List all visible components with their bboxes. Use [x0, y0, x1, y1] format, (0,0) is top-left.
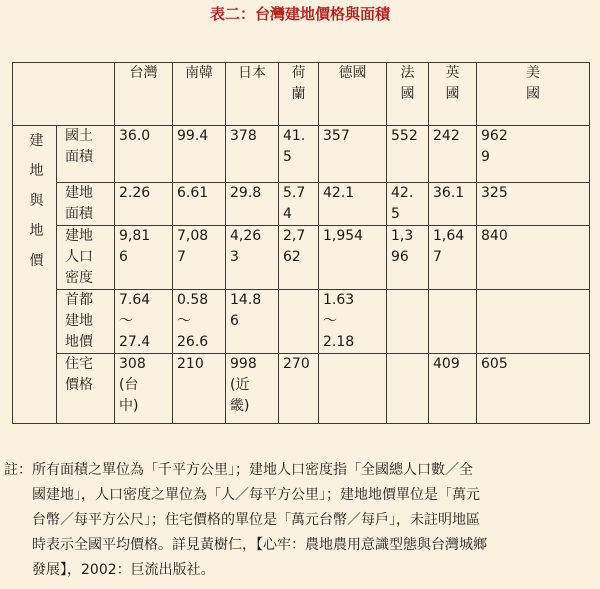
- table-cell: 36.1: [429, 183, 477, 226]
- footnote-line: 時表示全國平均價格。詳見黃樹仁，【心牢：農地農用意識型態與台灣城鄉: [32, 537, 487, 553]
- table-cell: 962 9: [477, 126, 590, 183]
- table-cell: [279, 290, 319, 354]
- table-cell: 42. 5: [387, 183, 429, 226]
- table-row: [13, 290, 590, 354]
- row-label: 首都 建地 地價: [57, 290, 115, 354]
- table-row: [13, 354, 590, 424]
- table-cell: 270: [279, 354, 319, 424]
- footnote-line: 台幣／每平方公尺」；住宅價格的單位是「萬元台幣／每戶」，未註明地區: [32, 512, 480, 528]
- table-cell: 2,7 62: [279, 226, 319, 290]
- table-cell: 357: [319, 126, 387, 183]
- corner-cell: [13, 63, 115, 126]
- table-cell: [477, 290, 590, 354]
- table-cell: 6.61: [173, 183, 226, 226]
- side-label: 建 地 與 地 價: [13, 126, 57, 424]
- table-cell: 605: [477, 354, 590, 424]
- column-header: 荷 蘭: [279, 63, 319, 126]
- table-cell: 998 (近 畿): [226, 354, 279, 424]
- table-row: [13, 183, 590, 226]
- table-cell: 7,08 7: [173, 226, 226, 290]
- table-title: 表二：台灣建地價格與面積: [209, 5, 390, 23]
- table-cell: 42.1: [319, 183, 387, 226]
- table-cell: 1.63 ～ 2.18: [319, 290, 387, 354]
- table-cell: 14.8 6: [226, 290, 279, 354]
- footnote: [4, 458, 596, 583]
- table-cell: [387, 290, 429, 354]
- header-row: [13, 63, 590, 126]
- table-cell: 5.7 4: [279, 183, 319, 226]
- table-cell: 1,3 96: [387, 226, 429, 290]
- table-cell: 2.26: [115, 183, 173, 226]
- table-cell: 36.0: [115, 126, 173, 183]
- table-row: [13, 226, 590, 290]
- table-cell: 308 (台 中): [115, 354, 173, 424]
- table-cell: 9,81 6: [115, 226, 173, 290]
- table-cell: 1,64 7: [429, 226, 477, 290]
- row-label: 國土 面積: [57, 126, 115, 183]
- table-cell: 378: [226, 126, 279, 183]
- column-header: 英 國: [429, 63, 477, 126]
- table-cell: 4,26 3: [226, 226, 279, 290]
- table-cell: 99.4: [173, 126, 226, 183]
- table-row: [13, 126, 590, 183]
- table-cell: [387, 354, 429, 424]
- row-label: 住宅 價格: [57, 354, 115, 424]
- table-cell: 840: [477, 226, 590, 290]
- column-header: 美 國: [477, 63, 590, 126]
- table-cell: [429, 290, 477, 354]
- footnote-line: 發展】，2002：巨流出版社。: [32, 562, 215, 578]
- column-header: 南韓: [173, 63, 226, 126]
- land-price-table: [12, 62, 590, 424]
- table-cell: 552: [387, 126, 429, 183]
- table-cell: 41. 5: [279, 126, 319, 183]
- table-cell: 7.64 ～ 27.4: [115, 290, 173, 354]
- table-cell: 409: [429, 354, 477, 424]
- table-cell: [319, 354, 387, 424]
- row-label: 建地 面積: [57, 183, 115, 226]
- table-cell: 1,954: [319, 226, 387, 290]
- table-cell: 242: [429, 126, 477, 183]
- column-header: 日本: [226, 63, 279, 126]
- table-cell: 29.8: [226, 183, 279, 226]
- row-label: 建地 人口 密度: [57, 226, 115, 290]
- table-cell: 0.58 ～ 26.6: [173, 290, 226, 354]
- column-header: 法 國: [387, 63, 429, 126]
- table-cell: 325: [477, 183, 590, 226]
- column-header: 台灣: [115, 63, 173, 126]
- table-cell: 210: [173, 354, 226, 424]
- footnote-line: 註：所有面積之單位為「千平方公里」；建地人口密度指「全國總人口數／全: [4, 462, 473, 478]
- footnote-line: 國建地」，人口密度之單位為「人／每平方公里」；建地地價單位是「萬元: [32, 487, 480, 503]
- column-header: 德國: [319, 63, 387, 126]
